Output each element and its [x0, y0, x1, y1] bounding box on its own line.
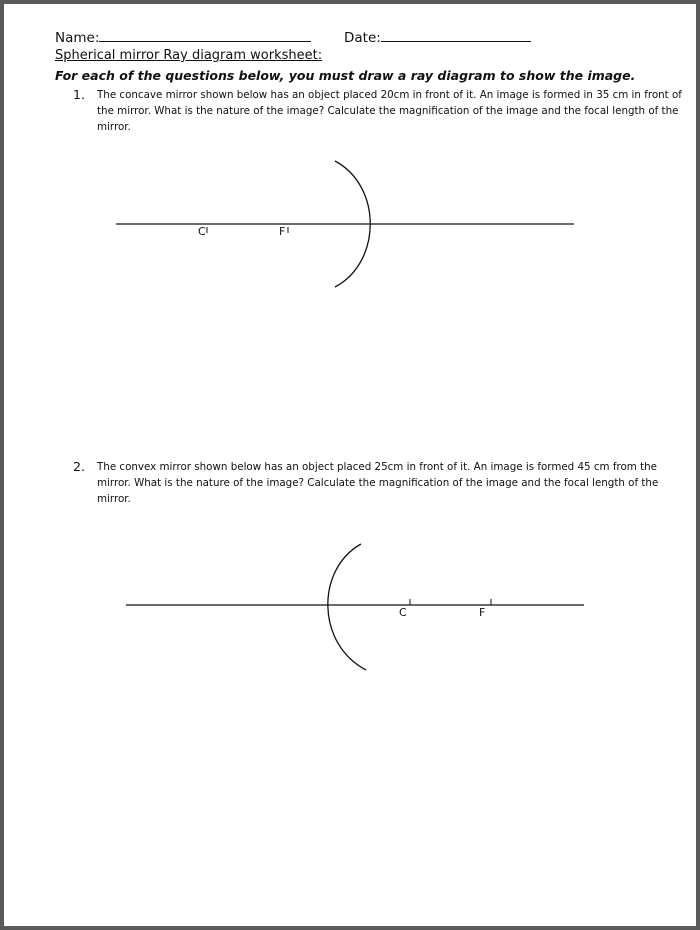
focal-point-label-1: F — [279, 225, 286, 238]
question-2-text: The convex mirror shown below has an object placed 25cm in front of it. An image is formed 45 cm from the mirror. What is the nature of the image? Calculate the magnification of the image and the focal length of the mirror. — [97, 461, 659, 505]
date-label: Date: — [344, 30, 381, 46]
diagram-2-convex-mirror — [126, 544, 584, 670]
ray-diagrams — [4, 4, 696, 926]
center-of-curvature-label-2: C — [399, 606, 407, 619]
name-label: Name: — [55, 30, 100, 46]
worksheet-title: Spherical mirror Ray diagram worksheet: — [55, 48, 323, 63]
diagram-1-concave-mirror — [116, 161, 574, 287]
question-1-number: 1. — [73, 87, 85, 102]
convex-mirror-arc — [328, 544, 366, 670]
instructions: For each of the questions below, you must draw a ray diagram to show the image. — [55, 68, 636, 83]
center-of-curvature-label-1: C — [198, 225, 206, 238]
question-1-text: The concave mirror shown below has an object placed 20cm in front of it. An image is formed in 35 cm in front of the mirror. What is the nature of the image? Calculate the magnification of the image and the focal length of the mirror. — [97, 89, 682, 133]
worksheet-page — [4, 4, 696, 926]
focal-point-label-2: F — [479, 606, 486, 619]
question-2-number: 2. — [73, 459, 85, 474]
